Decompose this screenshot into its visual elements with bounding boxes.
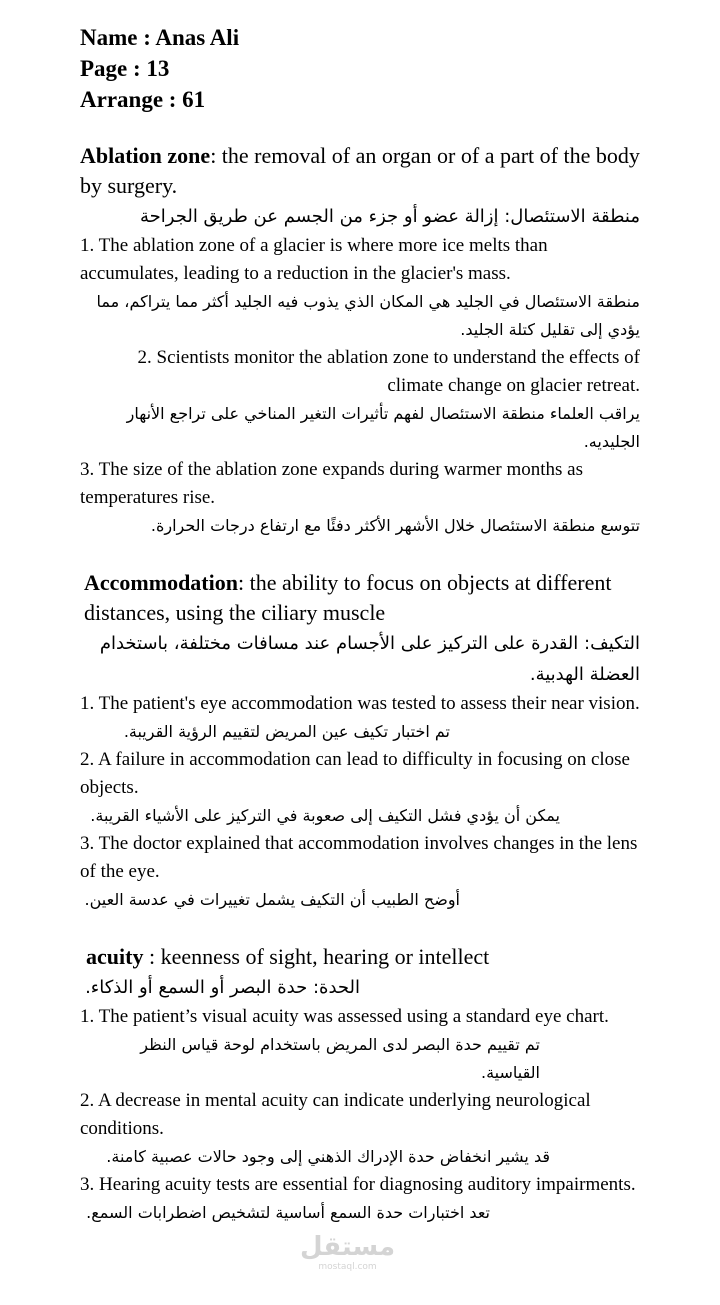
term-heading bbox=[80, 568, 640, 628]
watermark-url: mostaql.com bbox=[318, 1262, 377, 1272]
example-ar: أوضح الطبيب أن التكيف يشمل تغييرات في عدسة العين. bbox=[84, 890, 460, 909]
header-block bbox=[80, 22, 640, 115]
example-en: 3. Hearing acuity tests are essential for diagnosing auditory impairments. bbox=[80, 1174, 636, 1195]
example-en: 2. A failure in accommodation can lead to difficulty in focusing on close objects. bbox=[80, 749, 630, 798]
page-number: Page : 13 bbox=[80, 56, 170, 81]
example-en: 2. A decrease in mental acuity can indicate underlying neurological conditions. bbox=[80, 1090, 591, 1139]
example-en: 1. The patient's eye accommodation was tested to assess their near vision. bbox=[80, 693, 640, 714]
term-heading bbox=[80, 942, 640, 972]
example-ar: تم اختبار تكيف عين المريض لتقييم الرؤية القريبة. bbox=[123, 722, 450, 741]
term-definition: : keenness of sight, hearing or intellect bbox=[143, 944, 490, 969]
arabic-definition: التكيف: القدرة على التركيز على الأجسام عند مسافات مختلفة، باستخدام العضلة الهدبية. bbox=[99, 633, 640, 685]
example-en: 2. Scientists monitor the ablation zone to understand the effects of climate change on glacier retreat. bbox=[137, 347, 640, 396]
term-definition: : the removal of an organ or of a part of the body by surgery. bbox=[80, 143, 640, 198]
arabic-definition: الحدة: حدة البصر أو السمع أو الذكاء. bbox=[85, 977, 360, 998]
arrange-number: Arrange : 61 bbox=[80, 87, 206, 112]
example-en: 3. The doctor explained that accommodation involves changes in the lens of the eye. bbox=[80, 833, 638, 882]
term-section-accommodation bbox=[80, 568, 640, 914]
term-section-acuity bbox=[80, 942, 640, 1227]
term-title: acuity bbox=[86, 944, 144, 969]
term-title: Accommodation bbox=[84, 570, 238, 595]
term-title: Ablation zone bbox=[80, 143, 211, 168]
example-ar: تتوسع منطقة الاستئصال خلال الأشهر الأكثر دفئًا مع ارتفاع درجات الحرارة. bbox=[150, 516, 640, 535]
example-en: 1. The ablation zone of a glacier is where more ice melts than accumulates, leading to a reduction in the glacier's mass. bbox=[80, 235, 548, 284]
term-section-ablation-zone bbox=[80, 141, 640, 540]
example-ar: يمكن أن يؤدي فشل التكيف إلى صعوبة في التركيز على الأشياء القريبة. bbox=[90, 806, 560, 825]
arabic-definition: منطقة الاستئصال: إزالة عضو أو جزء من الجسم عن طريق الجراحة bbox=[140, 206, 640, 227]
mostaql-watermark bbox=[300, 1232, 395, 1272]
example-ar: يراقب العلماء منطقة الاستئصال لفهم تأثيرات التغير المناخي على تراجع الأنهار الجليديه. bbox=[126, 404, 640, 451]
watermark-logo-text: مستقل bbox=[300, 1232, 396, 1262]
example-ar: تعد اختبارات حدة السمع أساسية لتشخيص اضطرابات السمع. bbox=[86, 1203, 490, 1222]
example-en: 3. The size of the ablation zone expands during warmer months as temperatures rise. bbox=[80, 459, 584, 508]
example-ar: قد يشير انخفاض حدة الإدراك الذهني إلى وجود حالات عصبية كامنة. bbox=[106, 1147, 550, 1166]
term-heading bbox=[80, 141, 640, 201]
student-name: Name : Anas Ali bbox=[80, 25, 240, 50]
example-en: 1. The patient’s visual acuity was assessed using a standard eye chart. bbox=[80, 1006, 609, 1027]
example-ar: منطقة الاستئصال في الجليد هي المكان الذي يذوب فيه الجليد أكثر مما يتراكم، مما يؤدي إلى تقليل كتلة الجليد. bbox=[96, 292, 640, 339]
term-definition: : the ability to focus on objects at different distances, using the ciliary muscle bbox=[84, 570, 612, 625]
document-page bbox=[80, 22, 640, 1227]
example-ar: تم تقييم حدة البصر لدى المريض باستخدام لوحة قياس النظر القياسية. bbox=[140, 1035, 540, 1082]
